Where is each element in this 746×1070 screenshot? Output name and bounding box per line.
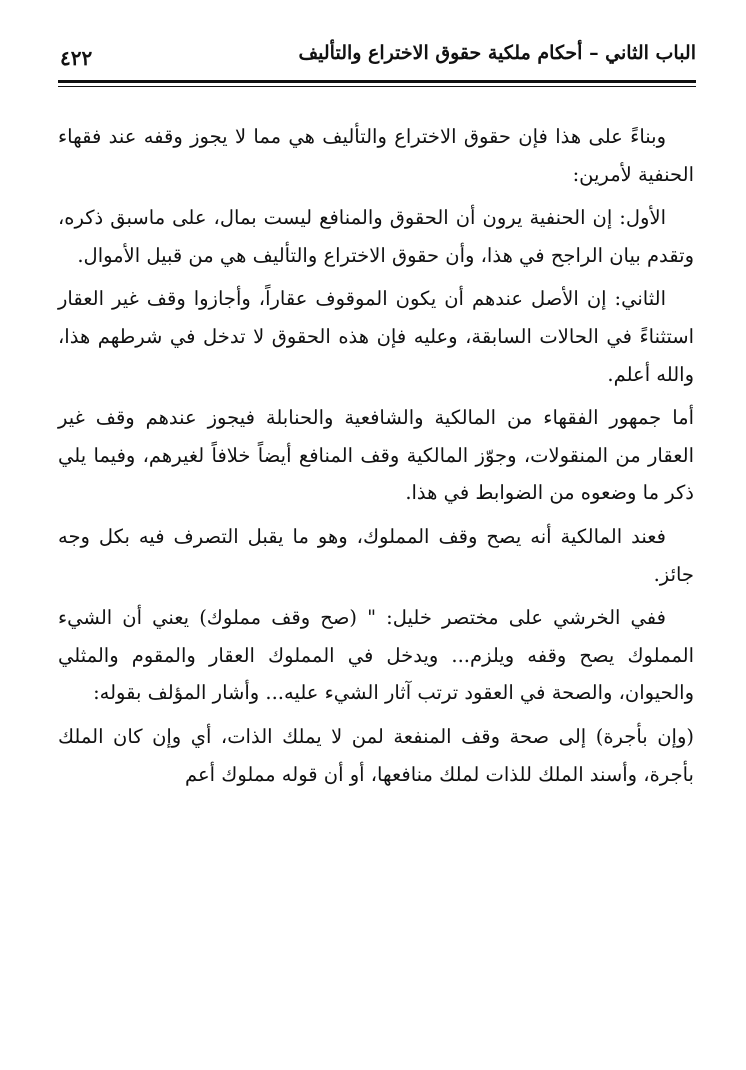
paragraph: وبناءً على هذا فإن حقوق الاختراع والتأليف هي مما لا يجوز وقفه عند فقهاء الحنفية لأمرين:: [58, 125, 694, 186]
running-title: الباب الثاني – أحكام ملكية حقوق الاختراع والتأليف: [298, 42, 696, 64]
paragraph: الأول: إن الحنفية يرون أن الحقوق والمنافع ليست بمال، على ماسبق ذكره، وتقدم بيان الراجح في هذا، وأن حقوق الاختراع والتأليف هي من قبيل الأموال.: [58, 206, 694, 267]
paragraph: أما جمهور الفقهاء من المالكية والشافعية والحنابلة فيجوز عندهم وقف غير العقار من المنقولات، وجوّز المالكية وقف المنافع أيضاً خلافاً لغيرهم، وفيما يلي ذكر ما وضعوه من الضوابط في هذا.: [58, 406, 694, 505]
header-rule-thin: [58, 86, 696, 87]
paragraph: فعند المالكية أنه يصح وقف المملوك، وهو ما يقبل التصرف فيه بكل وجه جائز.: [58, 524, 694, 586]
page-number: ٤٢٢: [60, 46, 93, 70]
paragraph: (وإن بأجرة) إلى صحة وقف المنفعة لمن لا يملك الذات، أي وإن كان الملك بأجرة، وأسند الملك للذات لملك منافعها، أو أن قوله مملوك أعم: [58, 724, 694, 786]
body-text: [58, 118, 694, 793]
paragraph: ففي الخرشي على مختصر خليل: " (صح وقف مملوك) يعني أن الشيء المملوك يصح وقفه ويلزم... ويدخل في المملوك العقار والمقوم والمثلي والحيوان، والصحة في العقود ترتب آثار الشيء عليه... وأشار المؤلف بقوله:: [58, 606, 694, 705]
paragraph: الثاني: إن الأصل عندهم أن يكون الموقوف عقاراً، وأجازوا وقف غير العقار استثناءً في الحالات السابقة، وعليه فإن هذه الحقوق لا تدخل في شرطهم هذا، والله أعلم.: [58, 287, 694, 386]
header-rule-thick: [58, 80, 696, 83]
page-header: [58, 40, 696, 90]
